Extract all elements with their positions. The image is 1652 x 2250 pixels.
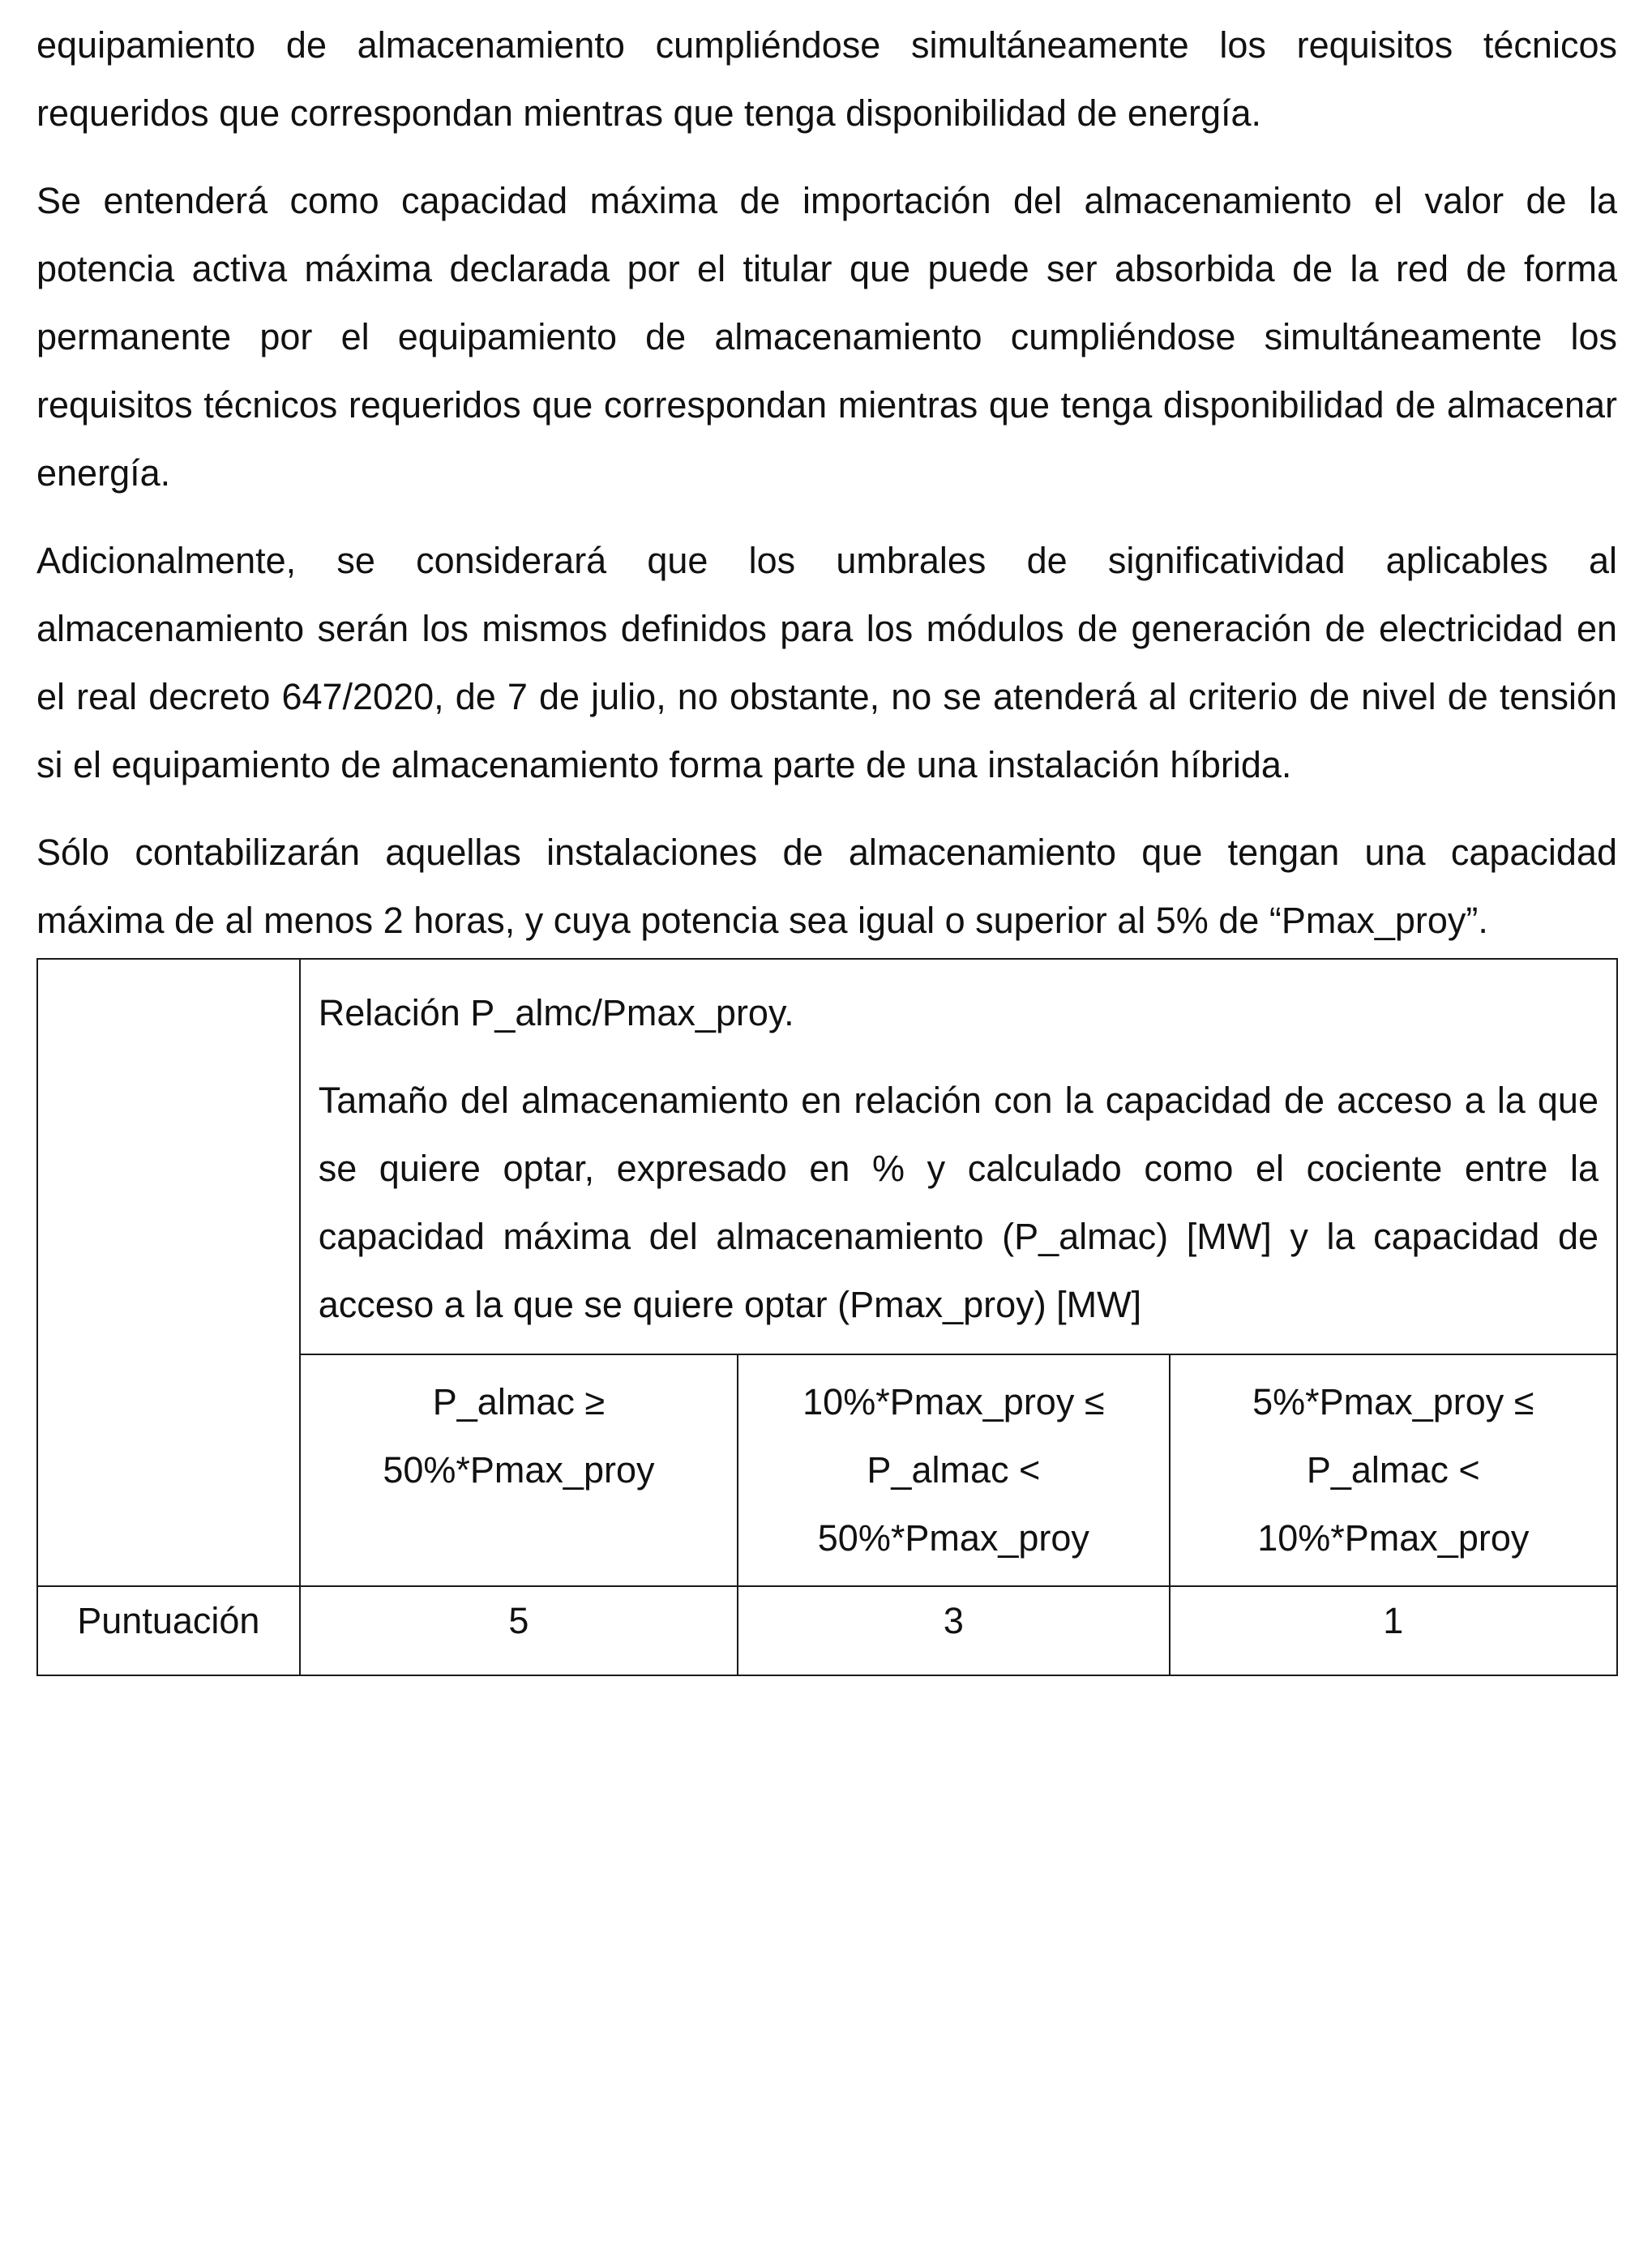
range-line: 50%*Pmax_proy <box>383 1449 655 1491</box>
criterion-title: Relación P_almc/Pmax_proy. <box>318 992 794 1033</box>
paragraph-3: Adicionalmente, se considerará que los umbrales de significatividad aplicables al almacenamiento serán los mismos definidos para los módulos de generación de electricidad en el real decreto 647/2020, de 7 de julio, no obstante, no se atenderá al criterio de nivel de tensión si el equipamiento de almacenamiento forma parte de una instalación híbrida. <box>36 540 1617 785</box>
range-line: P_almac < <box>867 1449 1041 1491</box>
range-line: 5%*Pmax_proy ≤ <box>1252 1381 1534 1422</box>
score-value-low: 1 <box>1170 1586 1617 1675</box>
score-label: Puntuación <box>37 1586 300 1675</box>
range-cell-mid <box>738 1354 1169 1586</box>
table-criterion-cell <box>300 959 1617 1354</box>
table-empty-cell <box>37 959 300 1586</box>
range-line: 50%*Pmax_proy <box>817 1517 1089 1559</box>
paragraph-1: equipamiento de almacenamiento cumpliéndose simultáneamente los requisitos técnicos requeridos que correspondan mientras que tenga disponibilidad de energía. <box>36 24 1617 134</box>
score-value-mid: 3 <box>738 1586 1169 1675</box>
table-header-row <box>37 959 1617 1354</box>
range-line: P_almac < <box>1306 1449 1480 1491</box>
paragraph-4: Sólo contabilizarán aquellas instalaciones de almacenamiento que tengan una capacidad máxima de al menos 2 horas, y cuya potencia sea igual o superior al 5% de “Pmax_proy”. <box>36 832 1617 941</box>
criterion-description: Tamaño del almacenamiento en relación con la capacidad de acceso a la que se quiere optar, expresado en % y calculado como el cociente entre la capacidad máxima del almacenamiento (P_almac) [MW] y la capacidad de acceso a la que se quiere optar (Pmax_proy) [MW] <box>318 1080 1599 1325</box>
table-score-row <box>37 1586 1617 1675</box>
range-line: 10%*Pmax_proy ≤ <box>802 1381 1105 1422</box>
range-cell-low <box>1170 1354 1617 1586</box>
score-value-high: 5 <box>300 1586 738 1675</box>
document-body <box>36 11 1617 974</box>
range-line: P_almac ≥ <box>432 1381 606 1422</box>
range-cell-high <box>300 1354 738 1586</box>
paragraph-2: Se entenderá como capacidad máxima de importación del almacenamiento el valor de la potencia activa máxima declarada por el titular que puede ser absorbida de la red de forma permanente por el equipamiento de almacenamiento cumpliéndose simultáneamente los requisitos técnicos requeridos que correspondan mientras que tenga disponibilidad de almacenar energía. <box>36 180 1617 494</box>
range-line: 10%*Pmax_proy <box>1257 1517 1530 1559</box>
scoring-table <box>36 958 1618 1676</box>
